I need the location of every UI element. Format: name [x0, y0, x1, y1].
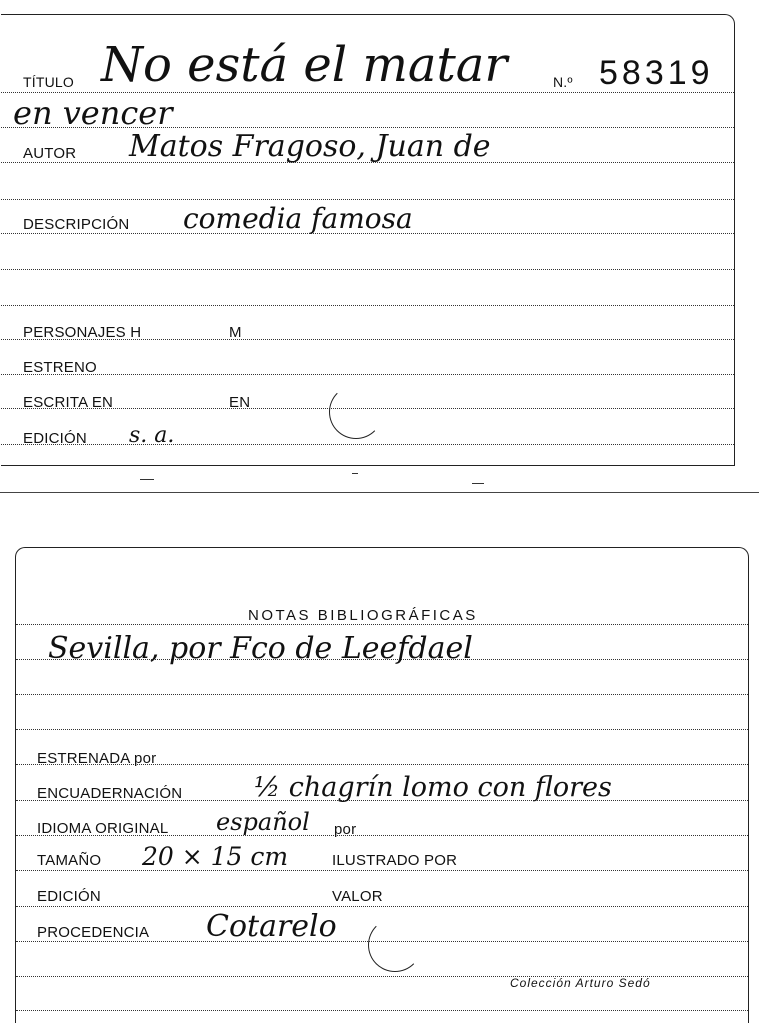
procedencia-value: Cotarelo	[206, 909, 337, 944]
rule	[16, 729, 748, 730]
titulo-value: No está el matar	[101, 37, 508, 93]
ilustrado-label: ILUSTRADO POR	[332, 852, 458, 869]
titulo-continuation: en vencer	[13, 94, 173, 132]
catalog-card-front	[1, 14, 735, 466]
rule	[16, 1010, 748, 1011]
numero-value: 58319	[599, 54, 714, 92]
rule	[1, 305, 734, 306]
edicion-label: EDICIÓN	[37, 888, 101, 905]
descripcion-value: comedia famosa	[183, 202, 413, 235]
rule	[1, 269, 734, 270]
catalog-card-back	[15, 547, 749, 1023]
personajes-m-label: M	[229, 324, 242, 341]
autor-label: AUTOR	[23, 145, 77, 162]
escrita-en-label: EN	[229, 394, 251, 411]
rule	[16, 624, 748, 625]
valor-label: VALOR	[332, 888, 383, 905]
rule	[16, 906, 748, 907]
rule	[16, 870, 748, 871]
edicion-label: EDICIÓN	[23, 430, 87, 447]
idioma-label: IDIOMA ORIGINAL	[37, 820, 169, 837]
rule	[1, 374, 734, 375]
punch-hole-mark	[368, 918, 422, 972]
edge-mark	[352, 473, 358, 474]
procedencia-label: PROCEDENCIA	[37, 924, 150, 941]
idioma-por-label: por	[334, 821, 357, 838]
edge-mark	[140, 479, 154, 480]
edicion-value: s. a.	[129, 423, 175, 448]
edge-mark	[472, 483, 484, 484]
estreno-label: ESTRENO	[23, 359, 97, 376]
encuadernacion-label: ENCUADERNACIÓN	[37, 785, 183, 802]
idioma-value: español	[216, 808, 310, 836]
collection-footer: Colección Arturo Sedó	[510, 976, 651, 990]
estrenada-label: ESTRENADA por	[37, 750, 157, 767]
notas-value: Sevilla, por Fco de Leefdael	[48, 631, 473, 666]
rule	[1, 199, 734, 200]
numero-label: N.º	[553, 74, 573, 90]
titulo-label: TÍTULO	[23, 74, 74, 90]
notas-heading: NOTAS BIBLIOGRÁFICAS	[248, 607, 478, 624]
encuadernacion-value: ½ chagrín lomo con flores	[254, 772, 612, 803]
personajes-label: PERSONAJES H	[23, 324, 142, 341]
rule	[16, 694, 748, 695]
escrita-label: ESCRITA EN	[23, 394, 114, 411]
tamano-value: 20 × 15 cm	[142, 842, 289, 871]
descripcion-label: DESCRIPCIÓN	[23, 216, 130, 233]
card-separator	[0, 492, 759, 493]
tamano-label: TAMAÑO	[37, 852, 102, 869]
punch-hole-mark	[329, 385, 383, 439]
autor-value: Matos Fragoso, Juan de	[129, 129, 491, 164]
rule	[1, 444, 734, 445]
